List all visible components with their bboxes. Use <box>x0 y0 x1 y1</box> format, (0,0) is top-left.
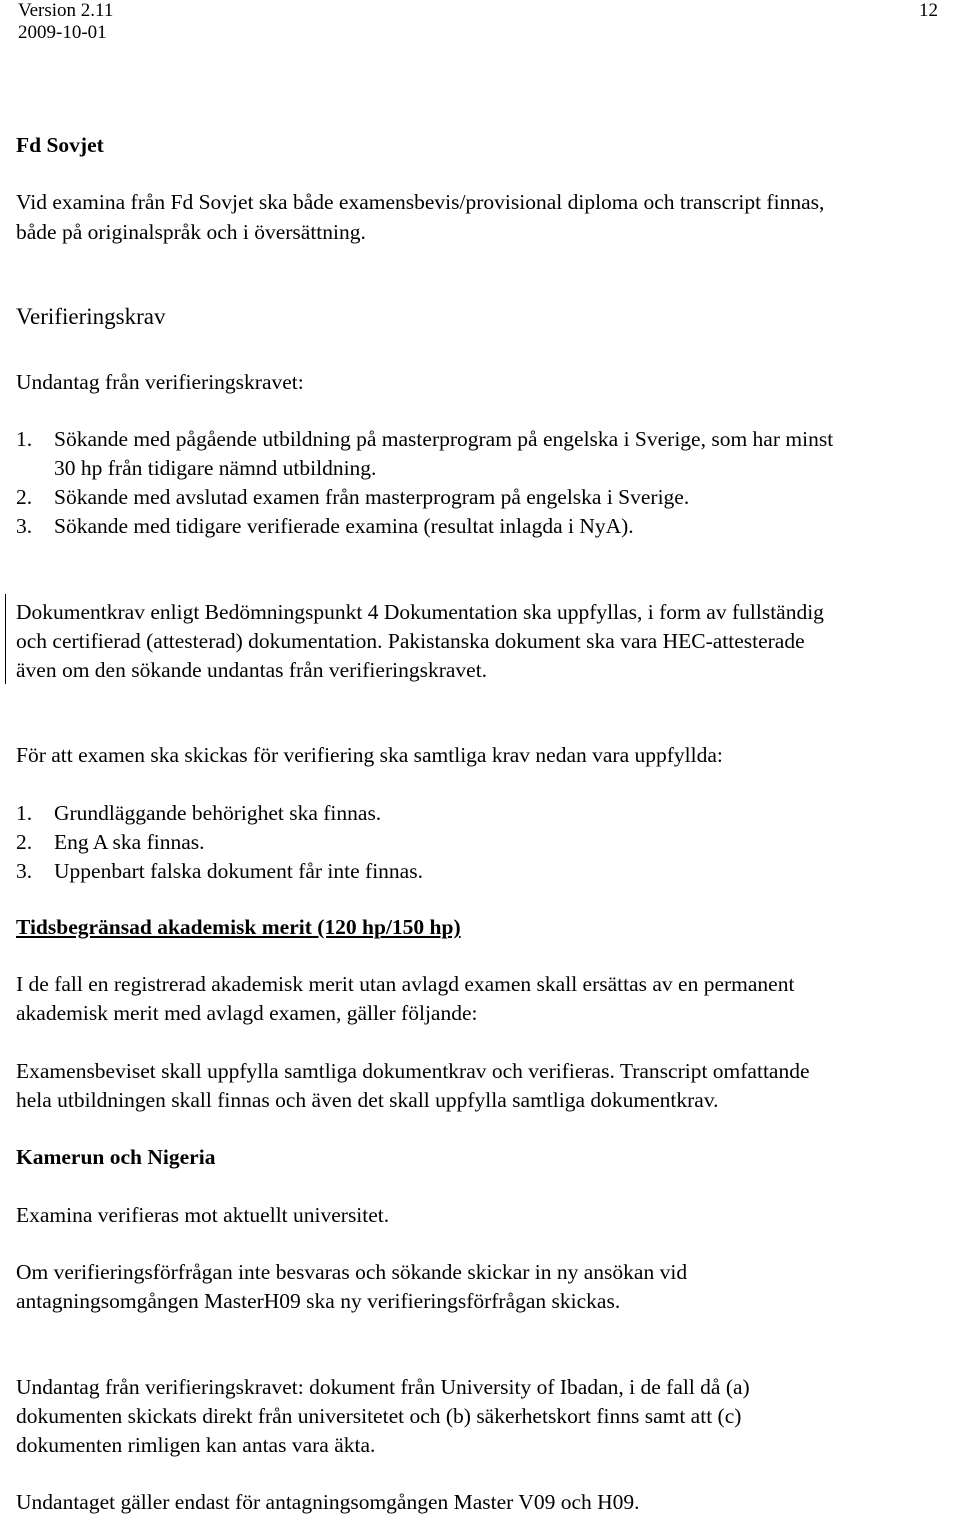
undantag-line-3: dokumenten rimligen kan antas vara äkta. <box>16 1433 376 1457</box>
heading-verifieringskrav: Verifieringskrav <box>16 304 166 329</box>
examensbevis-line-1: Examensbeviset skall uppfylla samtliga dokumentkrav och verifieras. Transcript omfattande <box>16 1059 810 1083</box>
dokumentkrav-line-3: även om den sökande undantas från verifieringskravet. <box>16 658 488 682</box>
heading-fd-sovjet: Fd Sovjet <box>16 133 104 157</box>
list-item <box>16 857 423 886</box>
examensbevis-line-2: hela utbildningen skall finnas och även det skall uppfylla samtliga dokumentkrav. <box>16 1088 719 1112</box>
list-item-text: Eng A ska finnas. <box>54 830 205 854</box>
list-item <box>16 799 423 828</box>
undantag-line-1: Undantag från verifieringskravet: dokument från University of Ibadan, i de fall då (a) <box>16 1375 750 1399</box>
heading-kamerun-nigeria: Kamerun och Nigeria <box>16 1145 216 1169</box>
list-number: 2. <box>16 485 33 509</box>
dokumentkrav-line-1: Dokumentkrav enligt Bedömningspunkt 4 Dokumentation ska uppfyllas, i form av fullständig <box>16 600 824 624</box>
undantag-line-2: dokumenten skickats direkt från universitetet och (b) säkerhetskort finns samt att (c) <box>16 1404 742 1428</box>
list-item-continuation <box>16 454 833 483</box>
requirements-list <box>16 799 423 886</box>
header-version: Version 2.11 <box>18 0 114 21</box>
requirements-intro: För att examen ska skickas för verifiering ska samtliga krav nedan vara uppfyllda: <box>16 743 723 767</box>
sovjet-text-line-1: Vid examina från Fd Sovjet ska både examensbevis/provisional diploma och transcript finnas, <box>16 190 825 214</box>
list-item-text: Grundläggande behörighet ska finnas. <box>54 801 382 825</box>
tidsbegransad-line-1: I de fall en registrerad akademisk merit utan avlagd examen skall ersättas av en permanent <box>16 972 795 996</box>
heading-tidsbegransad: Tidsbegränsad akademisk merit (120 hp/150 hp) <box>16 915 461 939</box>
kamerun-text-2a: Om verifieringsförfrågan inte besvaras och sökande skickar in ny ansökan vid <box>16 1260 688 1284</box>
list-item-text: Sökande med tidigare verifierade examina (resultat inlagda i NyA). <box>54 514 634 538</box>
list-item <box>16 425 833 454</box>
verif-exception-list <box>16 425 833 541</box>
list-number: 3. <box>16 514 33 538</box>
list-number: 3. <box>16 859 33 883</box>
kamerun-text-2b: antagningsomgången MasterH09 ska ny verifieringsförfrågan skickas. <box>16 1289 621 1313</box>
dokumentkrav-line-2: och certifierad (attesterad) dokumentation. Pakistanska dokument ska vara HEC-attesterade <box>16 629 805 653</box>
header-date: 2009-10-01 <box>18 22 107 43</box>
list-item-text: 30 hp från tidigare nämnd utbildning. <box>54 456 377 480</box>
list-number: 1. <box>16 427 33 451</box>
revision-bar <box>5 594 6 684</box>
list-item <box>16 828 423 857</box>
list-item-text: Uppenbart falska dokument får inte finnas. <box>54 859 423 883</box>
list-item-text: Sökande med avslutad examen från masterprogram på engelska i Sverige. <box>54 485 690 509</box>
sovjet-text-line-2: både på originalspråk och i översättning. <box>16 220 366 244</box>
list-number: 1. <box>16 801 33 825</box>
tidsbegransad-line-2: akademisk merit med avlagd examen, gäller följande: <box>16 1001 478 1025</box>
verif-intro: Undantag från verifieringskravet: <box>16 370 304 394</box>
list-item <box>16 512 833 541</box>
list-item <box>16 483 833 512</box>
page-number: 12 <box>919 0 938 21</box>
list-item-text: Sökande med pågående utbildning på masterprogram på engelska i Sverige, som har minst <box>54 427 834 451</box>
list-number: 2. <box>16 830 33 854</box>
undantaget-text: Undantaget gäller endast för antagningsomgången Master V09 och H09. <box>16 1490 640 1514</box>
kamerun-text-1: Examina verifieras mot aktuellt universitet. <box>16 1203 390 1227</box>
